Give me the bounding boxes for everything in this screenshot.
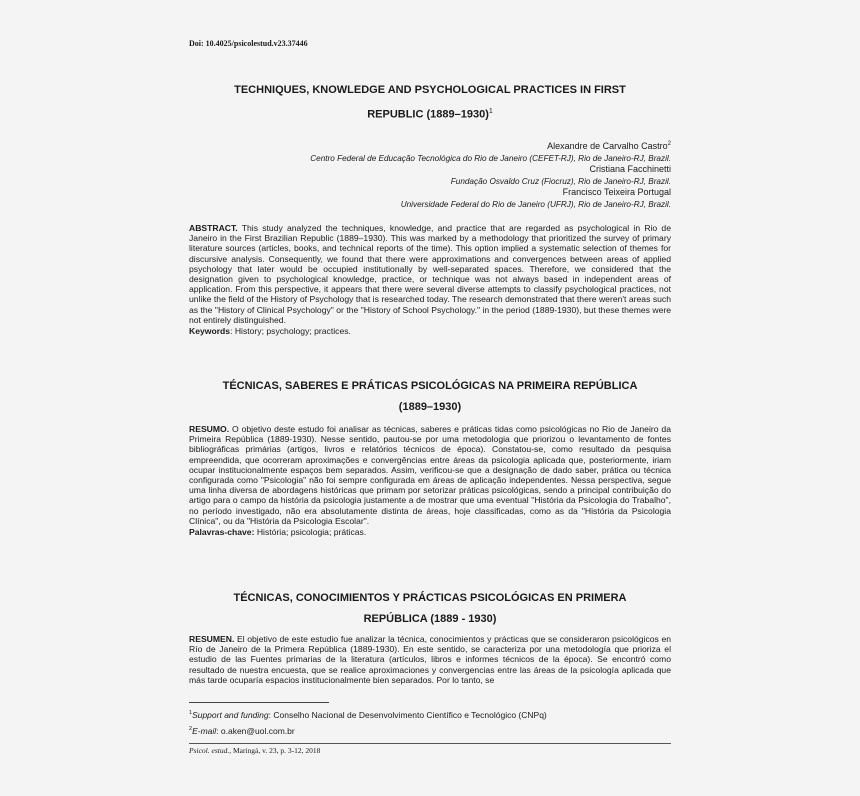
palavras-chave-line: [189, 527, 671, 537]
title-english: [189, 80, 671, 126]
footnote-text: : Conselho Nacional de Desenvolvimento Científico e Tecnológico (CNPq): [268, 709, 547, 720]
title-portuguese-line2: (1889–1930): [398, 401, 462, 413]
keywords-label: Keywords: [189, 326, 231, 337]
footnote: [189, 722, 671, 738]
resumen-text: El objetivo de este estudio fue analizar la técnica, conocimientos y prácticas que se consideraron psicológicos en Río de Janeiro de la Primera República (1889-1930). En este sentido, se caracteriza por una metodología que prioriza el estudio de las Fuentes primarias de la literatura (artículos, libros e informes técnicos de la época). Se encontró como resultado de nuestra encuesta, que se realice aproximaciones y convergencias entre las áreas de la psicología aplicada que más tarde ocuparía espacios institucionalmente bien separados. Por lo tanto, se: [189, 634, 671, 685]
title-portuguese: [189, 376, 671, 418]
title-portuguese-line1: TÉCNICAS, SABERES E PRÁTICAS PSICOLÓGICAS NA PRIMEIRA REPÚBLICA: [222, 380, 638, 392]
title-spanish: [189, 588, 671, 630]
footnote-divider: [189, 702, 329, 703]
title-english-line2-text: REPUBLIC (1889–1930): [367, 108, 489, 121]
footnote-text: : o.aken@uol.com.br: [216, 725, 295, 736]
author-name-text: Alexandre de Carvalho Castro: [547, 141, 668, 151]
footnotes: [189, 706, 671, 738]
resumo-text: O objetivo deste estudo foi analisar as técnicas, saberes e práticas tidas como psicológicas no Rio de Janeiro da Primeira República (1889-1930). Nesse sentido, pautou-se por uma metodologia que priorizou o levantamento de fontes bibliográficas primárias (artigos, livros e relatórios técnicos de época). Constatou-se, como resultado da pesquisa empreendida, que ocorreram aproximações e convergências entre áreas da psicologia aplicada que, posteriormente, iriam ocupar institucionalmente espaços bem separados. Assim, verificou-se que a designação de dado saber, prática ou técnica configurada como "Psicologia" não foi sempre configurada em áreas de aplicação independentes. Nessa perspectiva, segue uma linha diversa de abordagens históricas que primam por setorizar práticas psicológicas, sendo a principal contribuição do artigo para o campo da história da psicologia justamente a de mostrar que uma eventual "História da Psicologia do Trabalho", no período investigado, não era absolutamente distinta de áreas, hoje classificadas, como as da "História da Psicologia Clínica", ou da "História da Psicologia Escolar".: [189, 424, 671, 526]
author-affiliation: Centro Federal de Educação Tecnológica do Rio de Janeiro (CEFET-RJ), Rio de Janeiro-RJ, Brazil.: [310, 153, 671, 163]
title-english-line1: TECHNIQUES, KNOWLEDGE AND PSYCHOLOGICAL PRACTICES IN FIRST: [234, 84, 626, 96]
abstract-text: This study analyzed the techniques, knowledge, and practice that are regarded as psychological in Rio de Janeiro in the First Brazilian Republic (1889–1930). This was marked by a methodology that prioritized the survey of primary literature sources (articles, books, and technical reports of the time). This option implied a systematic selection of themes for discursive analysis. Consequently, we found that there were approximations and convergences between areas of applied psychology that later would be occupied institutionally by well-separated spaces. Therefore, we considered that the designation given to psychological knowledge, practice, or technique was not always based in independent areas of application. From this perspective, it appears that there were several diverse attempts to classify psychological practices, not unlike the field of the History of Psychology that is researched today. The research demonstrated that there weren't areas such as the "History of Clinical Psychology" or the "History of School Psychology." in the period (1889-1930), but these themes were not entirely distinguished.: [189, 223, 671, 325]
footnote-label: Support and funding: [192, 709, 269, 720]
keywords-text: : History; psychology; practices.: [230, 326, 351, 337]
resumo-label: RESUMO.: [189, 424, 230, 434]
footnote-mark: 2: [189, 725, 193, 732]
author-name: Francisco Teixeira Portugal: [562, 187, 671, 197]
author-name: [189, 139, 671, 153]
author-block: [189, 139, 671, 210]
journal-citation: [189, 746, 320, 755]
author-footnote-mark: 2: [667, 141, 671, 147]
palavras-chave-label: Palavras-chave:: [189, 527, 255, 538]
abstract-portuguese: [189, 424, 671, 537]
footnote-label: E-mail: [192, 725, 217, 736]
doi-line: Doi: 10.4025/psicolestud.v23.37446: [189, 39, 308, 48]
journal-name: Psicol. estud.,: [189, 746, 232, 755]
page-footer-rule: [189, 743, 671, 744]
author-affiliation: Fundação Osvaldo Cruz (Fiocruz), Rio de Janeiro-RJ, Brazil.: [450, 176, 671, 186]
resumen-label: RESUMEN.: [189, 634, 235, 644]
citation-details: Maringá, v. 23, p. 3-12, 2018: [231, 746, 321, 755]
author-affiliation: Universidade Federal do Rio de Janeiro (UFRJ), Rio de Janeiro-RJ, Brazil.: [400, 199, 671, 209]
title-spanish-line1: TÉCNICAS, CONOCIMIENTOS Y PRÁCTICAS PSICOLÓGICAS EN PRIMERA: [233, 592, 627, 604]
author-name: Cristiana Facchinetti: [589, 164, 671, 174]
footnote: [189, 706, 671, 722]
title-spanish-line2: REPÚBLICA (1889 - 1930): [363, 613, 497, 625]
title-footnote-mark: 1: [488, 108, 493, 115]
palavras-chave-text: História; psicologia; práticas.: [254, 527, 367, 538]
abstract-spanish: [189, 634, 671, 685]
abstract-english: [189, 223, 671, 336]
abstract-label: ABSTRACT.: [189, 223, 238, 233]
title-english-line2: [189, 101, 671, 126]
footnote-mark: 1: [189, 710, 193, 716]
keywords-line: [189, 326, 671, 336]
